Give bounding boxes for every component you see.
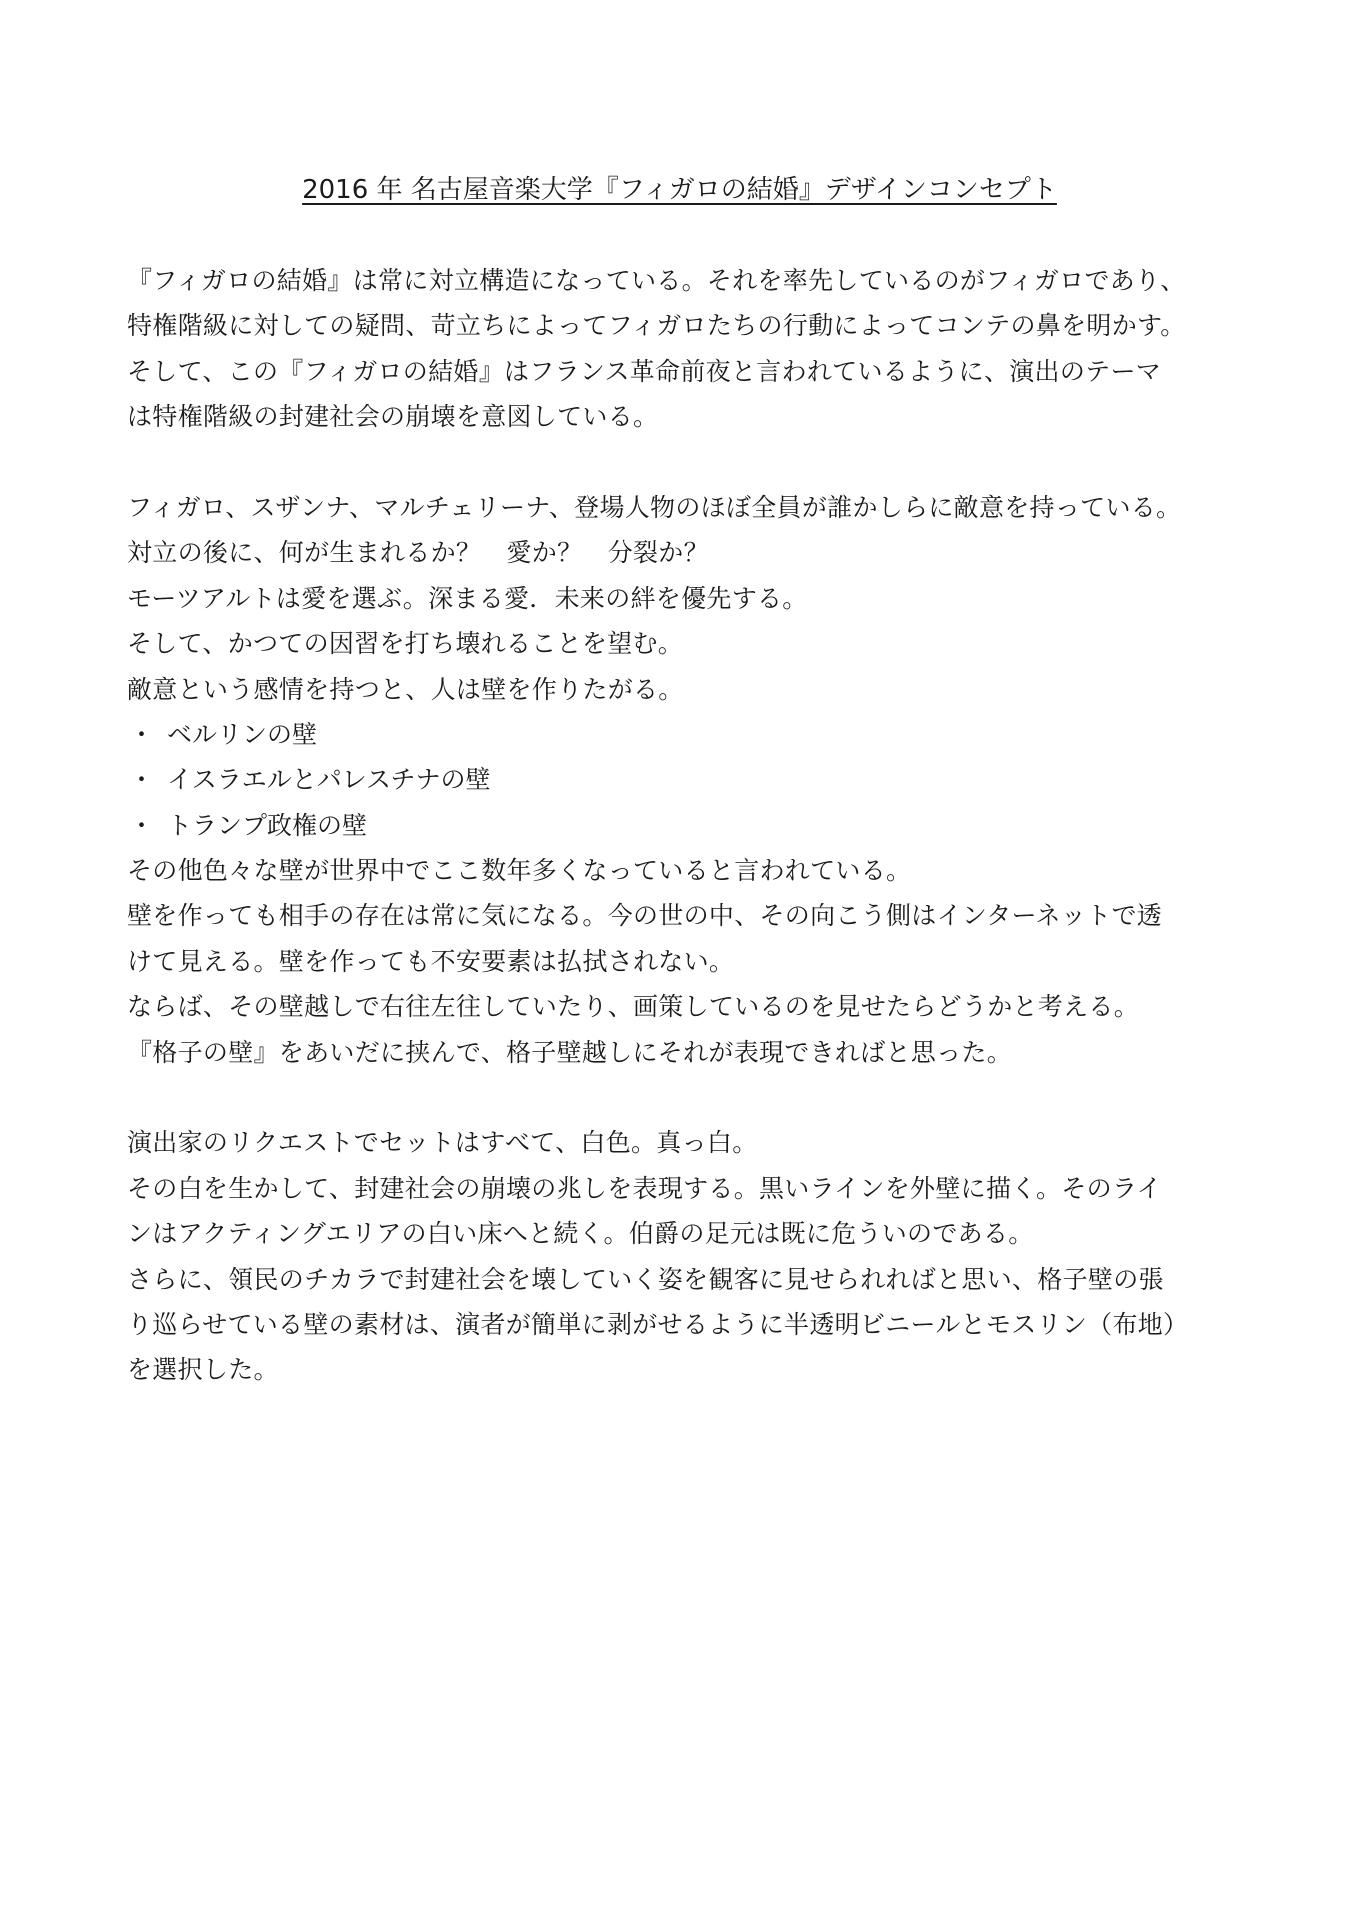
paragraph-intro <box>127 258 1257 440</box>
paragraph-spacer <box>127 1075 1257 1120</box>
document-title-text: 2016 年 名古屋音楽大学『フィガロの結婚』デザインコンセプト <box>302 175 1057 205</box>
paragraph-set-design <box>127 1120 1257 1392</box>
bullet-mark: ・ <box>129 765 155 795</box>
text-line: 対立の後に、何が生まれるか？ 愛か？ 分裂か？ <box>127 538 709 568</box>
text-line: その白を生かして、封建社会の崩壊の兆しを表現する。黒いラインを外壁に描く。そのライ <box>127 1173 1162 1203</box>
text-line: けて見える。壁を作っても不安要素は払拭されない。 <box>127 946 735 976</box>
text-line: そして、この『フィガロの結婚』はフランス革命前夜と言われているように、演出のテーマ <box>127 356 1162 386</box>
bullet-mark: ・ <box>129 719 155 749</box>
text-line: フィガロ、スザンナ、マルチェリーナ、登場人物のほぼ全員が誰かしらに敵意を持っている。 <box>127 492 1182 522</box>
text-line: り巡らせている壁の素材は、演者が簡単に剥がせるように半透明ビニールとモスリン（布地） <box>127 1309 1189 1339</box>
text-line: 敵意という感情を持つと、人は壁を作りたがる。 <box>127 674 684 704</box>
text-line: そして、かつての因習を打ち壊れることを望む。 <box>127 629 684 659</box>
text-line: その他色々な壁が世界中でここ数年多くなっていると言われている。 <box>127 856 912 886</box>
bullet-text: ベルリンの壁 <box>167 719 318 749</box>
text-line: ならば、その壁越しで右往左往していたり、画策しているのを見せたらどうかと考える。 <box>127 992 1140 1022</box>
text-line: 特権階級に対しての疑問、苛立ちによってフィガロたちの行動によってコンテの鼻を明かす。 <box>127 311 1186 341</box>
bullet-item <box>127 757 1257 802</box>
text-line: は特権階級の封建社会の崩壊を意図している。 <box>127 402 659 432</box>
paragraph-hostility <box>127 485 1257 1075</box>
bullet-text: イスラエルとパレスチナの壁 <box>167 765 491 795</box>
text-line: ンはアクティングエリアの白い床へと続く。伯爵の足元は既に危ういのである。 <box>127 1219 1034 1249</box>
text-line: 『フィガロの結婚』は常に対立構造になっている。それを率先しているのがフィガロであり、 <box>127 266 1186 295</box>
bullet-item <box>127 712 1257 757</box>
bullet-mark: ・ <box>129 810 155 840</box>
text-line: モーツアルトは愛を選ぶ。深まる愛．未来の絆を優先する。 <box>127 583 808 613</box>
text-line: さらに、領民のチカラで封建社会を壊していく姿を観客に見せられればと思い、格子壁の張 <box>127 1264 1164 1294</box>
text-line: 壁を作っても相手の存在は常に気になる。今の世の中、その向こう側はインターネットで透 <box>127 901 1163 931</box>
text-line: 演出家のリクエストでセットはすべて、白色。真っ白。 <box>127 1128 758 1158</box>
bullet-text: トランプ政権の壁 <box>167 810 368 840</box>
document-title <box>0 170 1359 210</box>
bullet-item <box>127 803 1257 848</box>
text-line: 『格子の壁』をあいだに挟んで、格子壁越しにそれが表現できればと思った。 <box>127 1037 1013 1067</box>
paragraph-spacer <box>127 440 1257 485</box>
text-line: を選択した。 <box>127 1355 279 1385</box>
document-body <box>127 258 1257 1393</box>
